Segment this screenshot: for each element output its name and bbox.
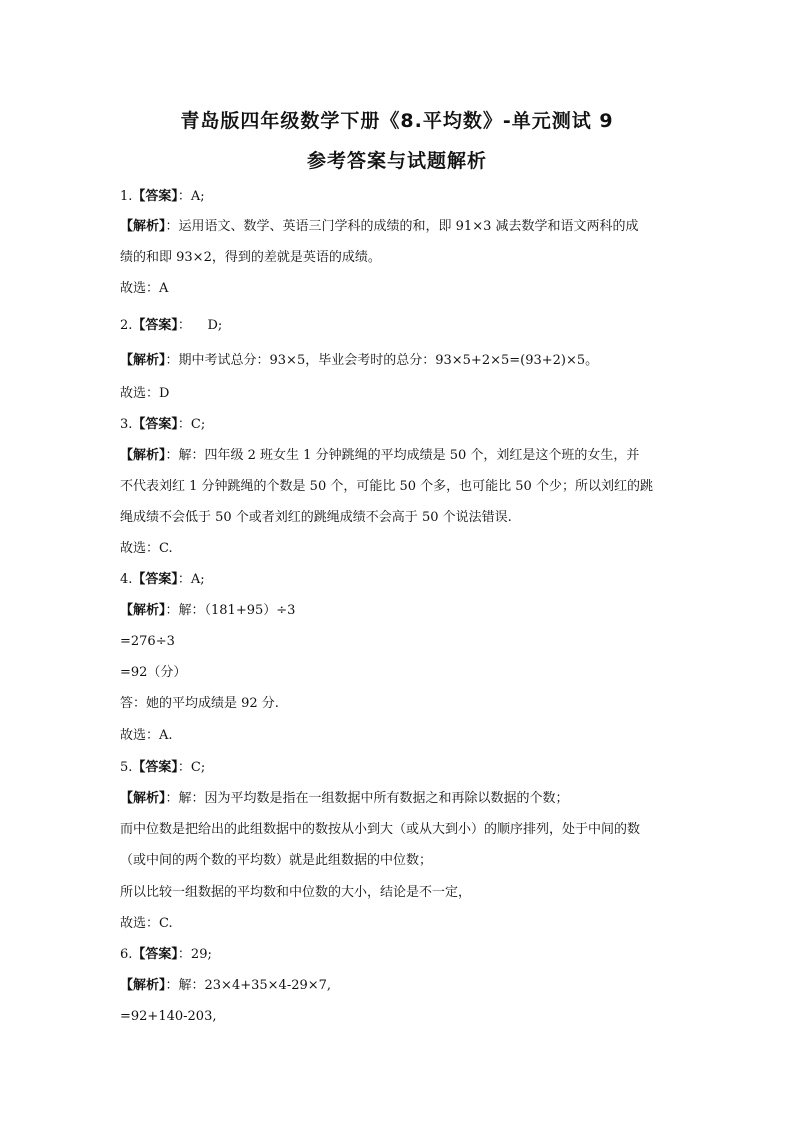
q6-answer: 6.【答案】：29;	[120, 947, 212, 962]
q1-analysis-line: 【解析】：运用语文、数学、英语三门学科的成绩的和，即 91×3 减去数学和语文两科的成	[120, 219, 639, 234]
q2-answer: 2.【答案】： D;	[120, 318, 223, 333]
q6-analysis-line: =92+140-203,	[120, 1009, 217, 1024]
q4-analysis-line: 答：她的平均成绩是 92 分.	[120, 696, 279, 711]
q2-conclusion: 故选：D	[120, 386, 170, 401]
q3-analysis-line: 绳成绩不会低于 50 个或者刘红的跳绳成绩不会高于 50 个说法错误.	[120, 510, 512, 525]
q5-analysis-line: 所以比较一组数据的平均数和中位数的大小，结论是不一定，	[120, 885, 472, 900]
q4-conclusion: 故选：A.	[120, 728, 173, 743]
q5-answer: 5.【答案】：C;	[120, 760, 206, 775]
q3-analysis-line: 【解析】：解：四年级 2 班女生 1 分钟跳绳的平均成绩是 50 个，刘红是这个班的女生，并	[120, 448, 640, 463]
q5-conclusion: 故选：C.	[120, 916, 173, 931]
q1-analysis-line: 绩的和即 93×2，得到的差就是英语的成绩。	[120, 250, 381, 265]
document-title: 青岛版四年级数学下册《8.平均数》-单元测试 9	[180, 110, 614, 132]
q4-analysis-line: 【解析】：解：（181+95）÷3	[120, 603, 296, 618]
document-subtitle: 参考答案与试题解析	[306, 150, 487, 172]
q3-analysis-line: 不代表刘红 1 分钟跳绳的个数是 50 个，可能比 50 个多，也可能比 50 个少；所以刘红的跳	[120, 479, 653, 494]
q1-conclusion: 故选：A	[120, 281, 169, 296]
q4-answer: 4.【答案】：A;	[120, 572, 205, 587]
q5-analysis-line: 【解析】：解：因为平均数是指在一组数据中所有数据之和再除以数据的个数；	[120, 791, 569, 806]
q3-answer: 3.【答案】：C;	[120, 417, 206, 432]
q5-analysis-line: 而中位数是把给出的此组数据中的数按从小到大（或从大到小）的顺序排列，处于中间的数	[120, 822, 641, 837]
q6-analysis-line: 【解析】：解：23×4+35×4-29×7,	[120, 978, 332, 993]
q3-conclusion: 故选：C.	[120, 541, 173, 556]
q2-analysis-line: 【解析】：期中考试总分：93×5，毕业会考时的总分：93×5+2×5=(93+2)×5。	[120, 353, 599, 368]
q4-analysis-line: =276÷3	[120, 634, 175, 649]
q4-analysis-line: =92（分）	[120, 665, 187, 680]
q5-analysis-line: （或中间的两个数的平均数）就是此组数据的中位数；	[120, 853, 433, 868]
q1-answer: 1.【答案】：A;	[120, 189, 205, 204]
